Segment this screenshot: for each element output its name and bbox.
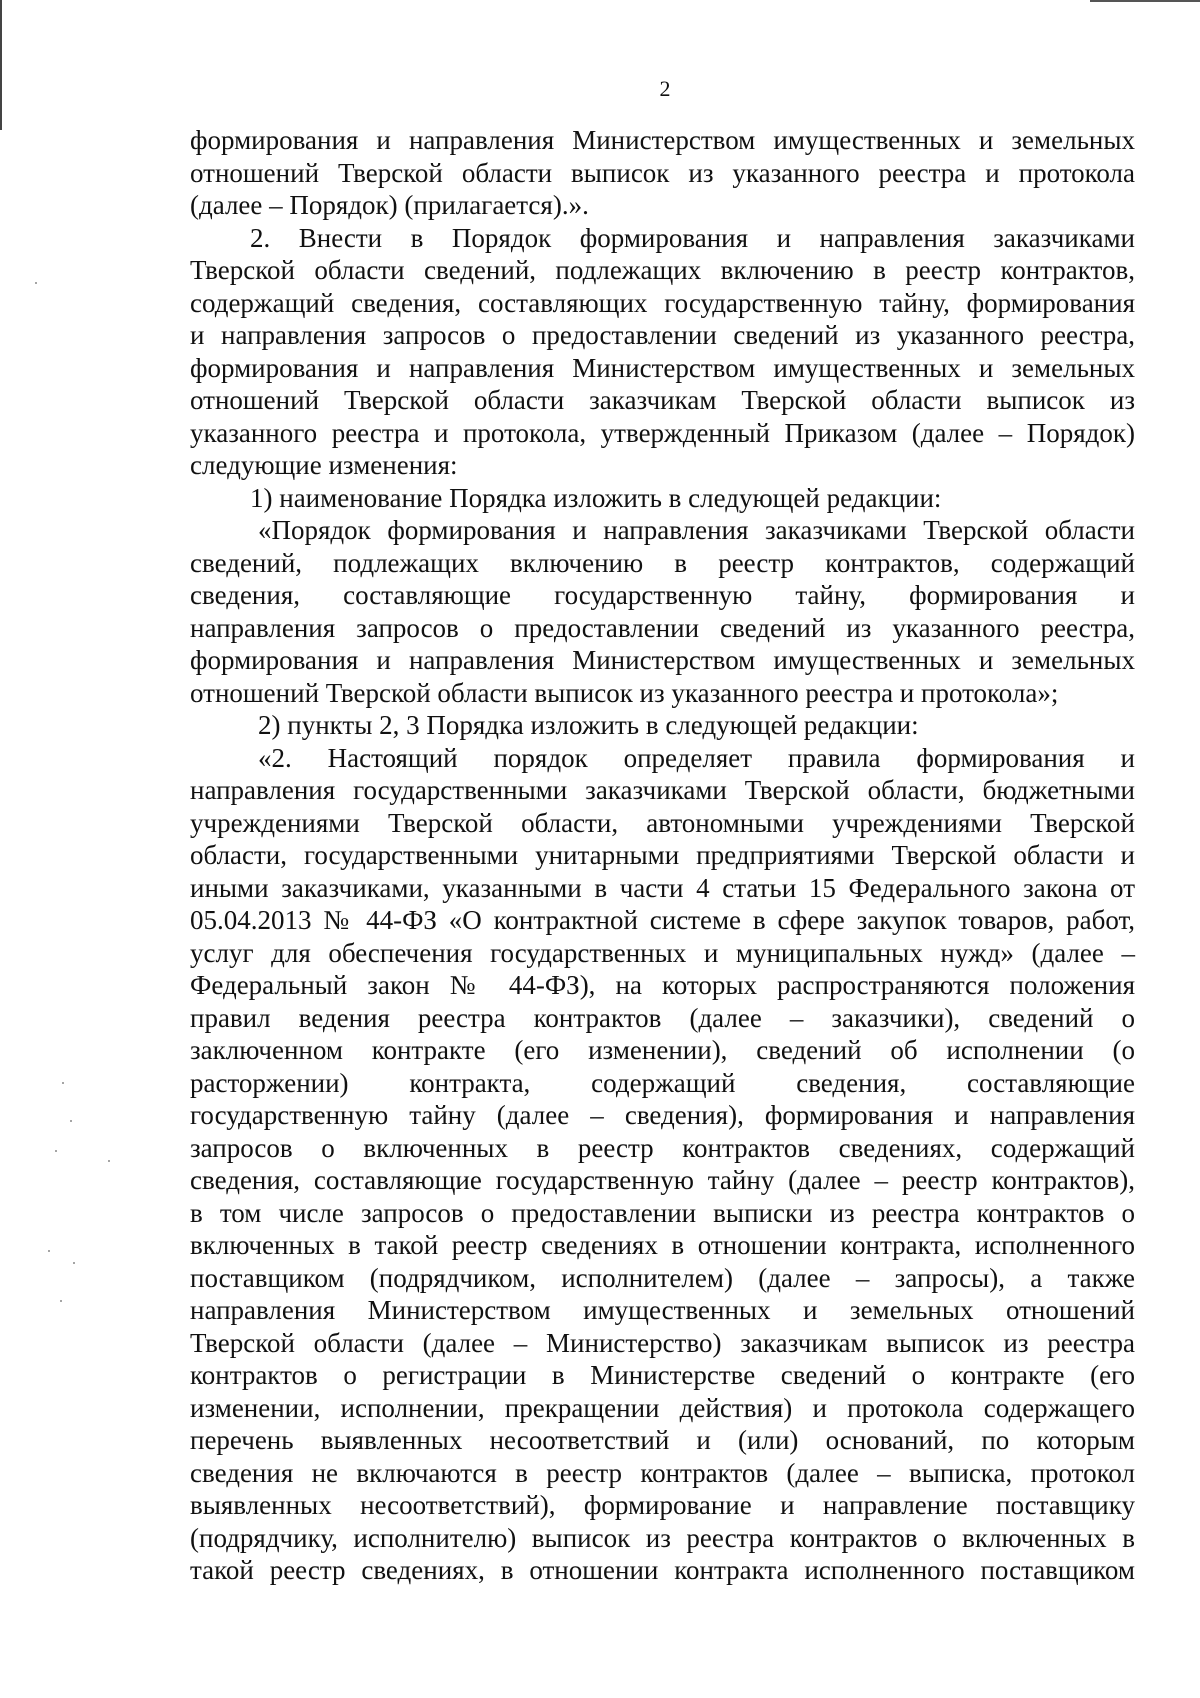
text-line: формирования и направления Министерством имущественных и земельных <box>190 645 1135 675</box>
text-line: Федеральный закон № 44-ФЗ), на которых распространяются положения <box>190 970 1135 1000</box>
text-line: правил ведения реестра контрактов (далее – заказчики), сведений о <box>190 1002 1135 1033</box>
scan-edge-mark-top <box>1090 0 1200 2</box>
text-line: перечень выявленных несоответствий и (или) оснований, по которым <box>190 1425 1135 1455</box>
text-line: и направления запросов о предоставлении сведений из указанного реестра, <box>190 320 1135 350</box>
page-number: 2 <box>659 76 671 101</box>
text-line: «2. Настоящий порядок определяет правила формирования и <box>258 742 1135 773</box>
text-line: такой реестр сведениях, в отношении контракта исполненного поставщиком <box>190 1555 1135 1585</box>
text-line: направления запросов о предоставлении сведений из указанного реестра, <box>190 612 1135 643</box>
text-line: (подрядчику, исполнителю) выписок из реестра контрактов о включенных в <box>190 1522 1135 1553</box>
text-line: «Порядок формирования и направления заказчиками Тверской области <box>258 515 1135 545</box>
scan-edge-mark <box>0 0 2 130</box>
text-line: (далее – Порядок) (прилагается).». <box>190 190 589 220</box>
text-line: запросов о включенных в реестр контрактов сведениях, содержащий <box>190 1132 1135 1163</box>
document-body <box>190 124 1135 1587</box>
scan-speck <box>70 1120 72 1122</box>
text-line: Тверской области (далее – Министерство) заказчикам выписок из реестра <box>190 1327 1135 1358</box>
text-line: изменении, исполнении, прекращении действия) и протокола содержащего <box>190 1392 1135 1423</box>
scan-speck <box>60 1300 62 1302</box>
text-line: Тверской области сведений, подлежащих включению в реестр контрактов, <box>190 255 1135 285</box>
text-line: контрактов о регистрации в Министерстве сведений о контракте (его <box>190 1360 1135 1390</box>
text-line: иными заказчиками, указанными в части 4 статьи 15 Федерального закона от <box>190 872 1135 903</box>
text-line: формирования и направления Министерством имущественных и земельных <box>190 125 1135 155</box>
scan-speck <box>35 282 37 284</box>
text-line: 05.04.2013 № 44-ФЗ «О контрактной системе в сфере закупок товаров, работ, <box>190 905 1135 935</box>
text-line: указанного реестра и протокола, утвержденный Приказом (далее – Порядок) <box>190 417 1135 448</box>
text-line: сведения не включаются в реестр контрактов (далее – выписка, протокол <box>190 1457 1135 1488</box>
text-line: государственную тайну (далее – сведения), формирования и направления <box>190 1100 1135 1130</box>
text-line: отношений Тверской области заказчикам Тверской области выписок из <box>190 385 1135 415</box>
text-line: включенных в такой реестр сведениях в отношении контракта, исполненного <box>190 1230 1135 1260</box>
text-line: области, государственными унитарными предприятиями Тверской области и <box>190 840 1135 870</box>
scan-speck <box>62 1082 64 1084</box>
text-line: следующие изменения: <box>190 450 458 480</box>
text-line: сведения, составляющие государственную тайну, формирования и <box>190 580 1135 610</box>
text-line: отношений Тверской области выписок из указанного реестра и протокола»; <box>190 677 1059 708</box>
text-line: направления государственными заказчиками Тверской области, бюджетными <box>190 775 1135 805</box>
scan-speck <box>55 1150 57 1152</box>
text-line: выявленных несоответствий), формирование и направление поставщику <box>190 1490 1135 1520</box>
text-line: в том числе запросов о предоставлении выписки из реестра контрактов о <box>190 1197 1135 1228</box>
text-line: содержащий сведения, составляющих государственную тайну, формирования <box>190 287 1135 318</box>
text-line: 2) пункты 2, 3 Порядка изложить в следующей редакции: <box>258 710 919 740</box>
text-line: 2. Внести в Порядок формирования и направления заказчиками <box>250 222 1135 253</box>
text-line: поставщиком (подрядчиком, исполнителем) (далее – запросы), а также <box>190 1262 1135 1293</box>
text-line: сведения, составляющие государственную тайну (далее – реестр контрактов), <box>190 1165 1135 1195</box>
text-line: услуг для обеспечения государственных и муниципальных нужд» (далее – <box>190 937 1135 968</box>
text-line: формирования и направления Министерством имущественных и земельных <box>190 352 1135 383</box>
text-line: учреждениями Тверской области, автономными учреждениями Тверской <box>190 807 1135 838</box>
text-line: 1) наименование Порядка изложить в следующей редакции: <box>250 482 942 513</box>
scan-speck <box>108 1160 110 1162</box>
scan-speck <box>73 1262 75 1264</box>
text-line: расторжении) контракта, содержащий сведения, составляющие <box>190 1067 1135 1098</box>
text-line: отношений Тверской области выписок из указанного реестра и протокола <box>190 157 1135 188</box>
scan-speck <box>48 1250 50 1252</box>
text-line: направления Министерством имущественных и земельных отношений <box>190 1295 1135 1325</box>
text-line: сведений, подлежащих включению в реестр контрактов, содержащий <box>190 547 1135 578</box>
text-line: заключенном контракте (его изменении), сведений об исполнении (о <box>190 1035 1135 1065</box>
